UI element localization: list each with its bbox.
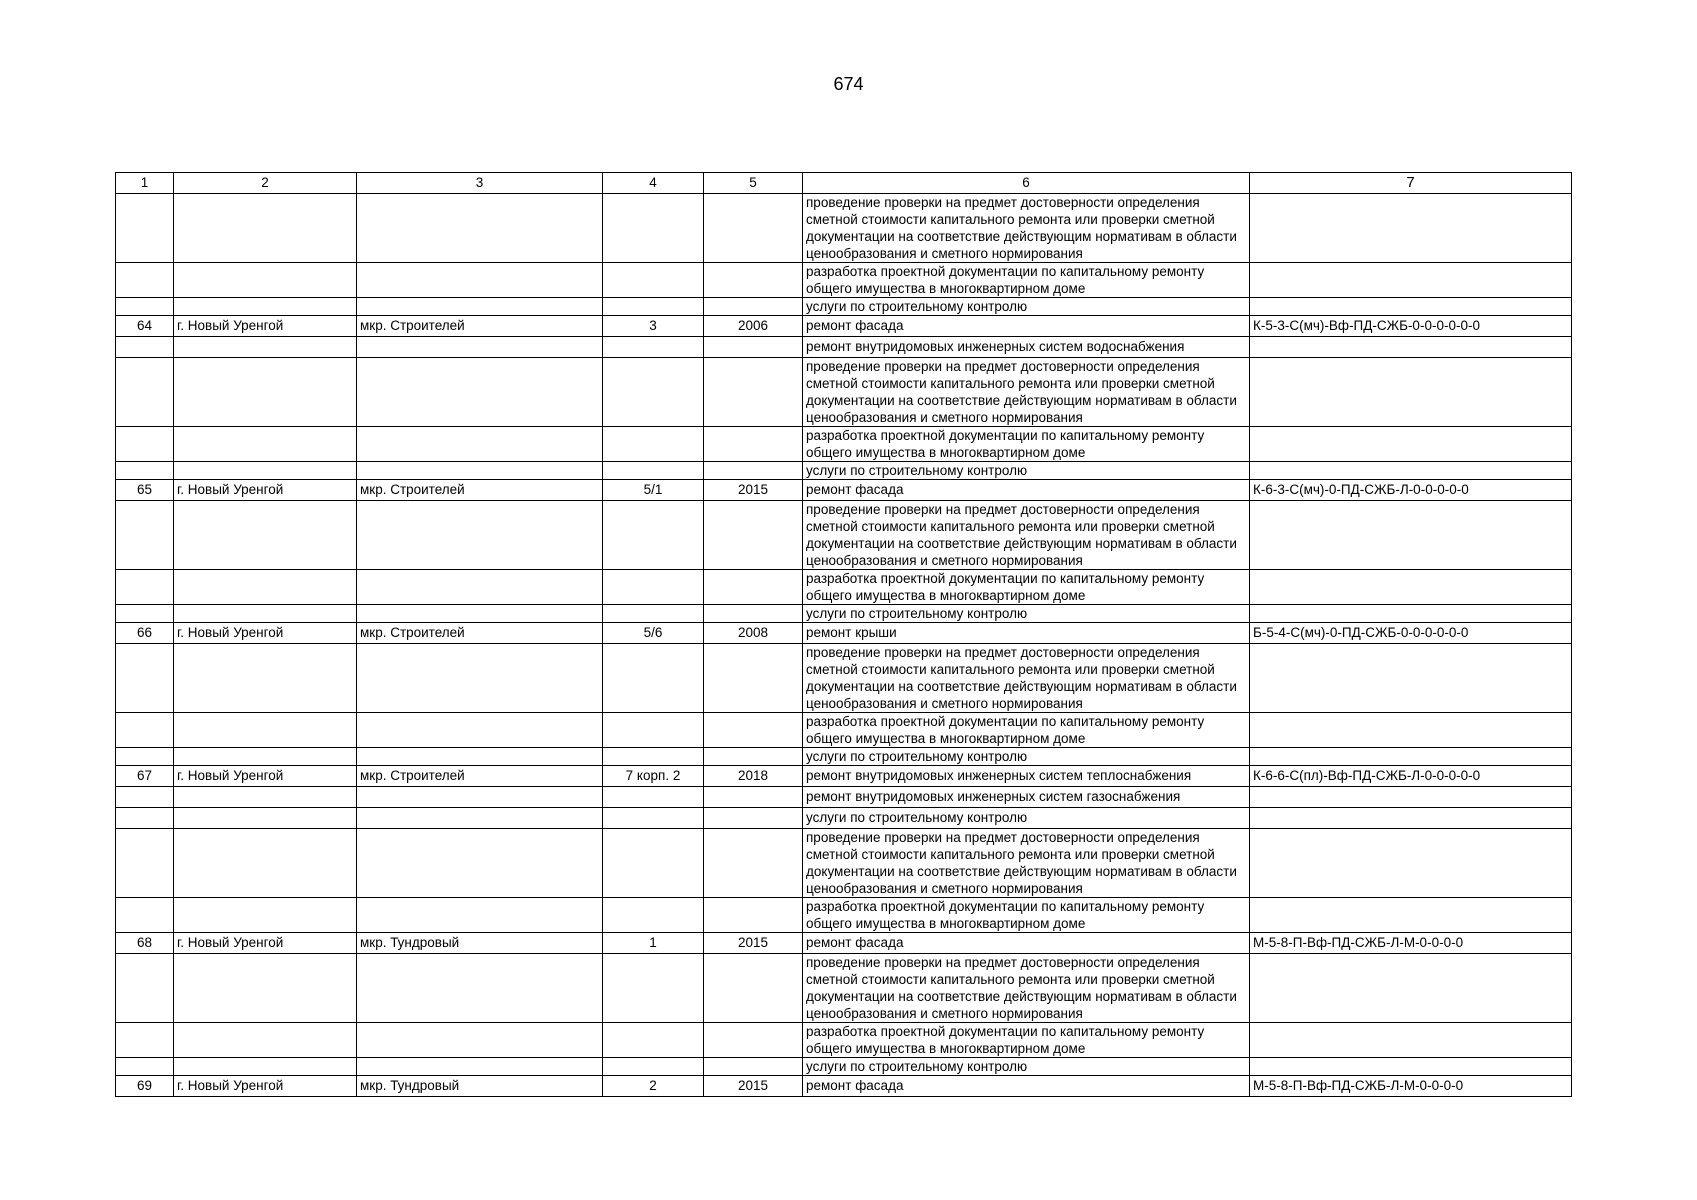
column-number-3: 3 <box>357 173 603 194</box>
district-cell <box>357 748 603 766</box>
house-number-cell <box>603 501 704 570</box>
city-cell: г. Новый Уренгой <box>174 1076 357 1097</box>
column-number-5: 5 <box>704 173 803 194</box>
year-cell <box>704 954 803 1023</box>
city-cell <box>174 954 357 1023</box>
work-type-cell: ремонт фасада <box>803 316 1250 337</box>
work-type-cell: разработка проектной документации по капитальному ремонту общего имущества в многоквартирном доме <box>803 713 1250 748</box>
item-number-cell <box>116 427 174 462</box>
city-cell: г. Новый Уренгой <box>174 623 357 644</box>
house-code-cell <box>1250 605 1572 623</box>
table-row <box>116 605 1572 623</box>
item-number-cell <box>116 644 174 713</box>
year-cell: 2008 <box>704 623 803 644</box>
item-number-cell: 65 <box>116 480 174 501</box>
column-number-7: 7 <box>1250 173 1572 194</box>
year-cell: 2015 <box>704 480 803 501</box>
city-cell <box>174 337 357 358</box>
year-cell <box>704 713 803 748</box>
work-type-cell: услуги по строительному контролю <box>803 748 1250 766</box>
house-code-cell <box>1250 787 1572 808</box>
item-number-cell <box>116 713 174 748</box>
table-row <box>116 316 1572 337</box>
house-code-cell <box>1250 713 1572 748</box>
city-cell: г. Новый Уренгой <box>174 480 357 501</box>
district-cell: мкр. Тундровый <box>357 933 603 954</box>
item-number-cell <box>116 194 174 263</box>
house-code-cell <box>1250 427 1572 462</box>
district-cell <box>357 462 603 480</box>
city-cell <box>174 298 357 316</box>
table-body <box>116 173 1572 1097</box>
city-cell <box>174 605 357 623</box>
item-number-cell <box>116 808 174 829</box>
year-cell <box>704 263 803 298</box>
item-number-cell <box>116 298 174 316</box>
work-type-cell: проведение проверки на предмет достоверности определения сметной стоимости капитального ремонта или проверки сметной документации на соответствие действующим нормативам в области ценообразования и сметного нормирования <box>803 644 1250 713</box>
year-cell <box>704 298 803 316</box>
district-cell <box>357 898 603 933</box>
item-number-cell <box>116 358 174 427</box>
city-cell <box>174 263 357 298</box>
work-type-cell: проведение проверки на предмет достоверности определения сметной стоимости капитального ремонта или проверки сметной документации на соответствие действующим нормативам в области ценообразования и сметного нормирования <box>803 194 1250 263</box>
house-number-cell: 2 <box>603 1076 704 1097</box>
year-cell <box>704 748 803 766</box>
item-number-cell <box>116 748 174 766</box>
table-row <box>116 808 1572 829</box>
year-cell <box>704 644 803 713</box>
house-number-cell <box>603 605 704 623</box>
item-number-cell <box>116 1058 174 1076</box>
house-number-cell <box>603 829 704 898</box>
work-type-cell: ремонт фасада <box>803 480 1250 501</box>
work-type-cell: ремонт крыши <box>803 623 1250 644</box>
district-cell: мкр. Строителей <box>357 766 603 787</box>
item-number-cell <box>116 263 174 298</box>
work-type-cell: ремонт фасада <box>803 1076 1250 1097</box>
city-cell <box>174 787 357 808</box>
year-cell: 2018 <box>704 766 803 787</box>
column-number-6: 6 <box>803 173 1250 194</box>
district-cell <box>357 605 603 623</box>
house-number-cell: 5/6 <box>603 623 704 644</box>
item-number-cell <box>116 954 174 1023</box>
house-number-cell <box>603 298 704 316</box>
work-type-cell: проведение проверки на предмет достоверности определения сметной стоимости капитального ремонта или проверки сметной документации на соответствие действующим нормативам в области ценообразования и сметного нормирования <box>803 358 1250 427</box>
work-type-cell: ремонт фасада <box>803 933 1250 954</box>
district-cell: мкр. Строителей <box>357 623 603 644</box>
house-code-cell <box>1250 898 1572 933</box>
table-row <box>116 713 1572 748</box>
table-row <box>116 829 1572 898</box>
district-cell <box>357 427 603 462</box>
item-number-cell <box>116 337 174 358</box>
table-row <box>116 501 1572 570</box>
table-row <box>116 337 1572 358</box>
work-type-cell: проведение проверки на предмет достоверности определения сметной стоимости капитального ремонта или проверки сметной документации на соответствие действующим нормативам в области ценообразования и сметного нормирования <box>803 501 1250 570</box>
item-number-cell <box>116 898 174 933</box>
table-row <box>116 358 1572 427</box>
year-cell <box>704 605 803 623</box>
work-type-cell: ремонт внутридомовых инженерных систем газоснабжения <box>803 787 1250 808</box>
repair-register-table <box>115 172 1572 1097</box>
work-type-cell: разработка проектной документации по капитальному ремонту общего имущества в многоквартирном доме <box>803 263 1250 298</box>
house-code-cell <box>1250 808 1572 829</box>
house-number-cell: 5/1 <box>603 480 704 501</box>
table-row <box>116 644 1572 713</box>
house-number-cell <box>603 194 704 263</box>
district-cell: мкр. Строителей <box>357 316 603 337</box>
house-code-cell <box>1250 298 1572 316</box>
district-cell <box>357 263 603 298</box>
city-cell <box>174 427 357 462</box>
work-type-cell: проведение проверки на предмет достоверности определения сметной стоимости капитального ремонта или проверки сметной документации на соответствие действующим нормативам в области ценообразования и сметного нормирования <box>803 954 1250 1023</box>
table-row <box>116 787 1572 808</box>
house-code-cell: Б-5-4-С(мч)-0-ПД-СЖБ-0-0-0-0-0-0 <box>1250 623 1572 644</box>
house-number-cell <box>603 898 704 933</box>
table-row <box>116 748 1572 766</box>
house-number-cell <box>603 570 704 605</box>
house-number-cell <box>603 427 704 462</box>
city-cell <box>174 644 357 713</box>
year-cell <box>704 337 803 358</box>
work-type-cell: разработка проектной документации по капитальному ремонту общего имущества в многоквартирном доме <box>803 570 1250 605</box>
house-number-cell <box>603 263 704 298</box>
district-cell <box>357 829 603 898</box>
year-cell <box>704 194 803 263</box>
house-code-cell <box>1250 462 1572 480</box>
column-number-1: 1 <box>116 173 174 194</box>
house-code-cell: М-5-8-П-Вф-ПД-СЖБ-Л-М-0-0-0-0 <box>1250 1076 1572 1097</box>
city-cell: г. Новый Уренгой <box>174 316 357 337</box>
house-code-cell <box>1250 1023 1572 1058</box>
work-type-cell: проведение проверки на предмет достоверности определения сметной стоимости капитального ремонта или проверки сметной документации на соответствие действующим нормативам в области ценообразования и сметного нормирования <box>803 829 1250 898</box>
district-cell <box>357 298 603 316</box>
year-cell <box>704 1023 803 1058</box>
house-number-cell <box>603 337 704 358</box>
house-number-cell <box>603 358 704 427</box>
house-code-cell <box>1250 570 1572 605</box>
work-type-cell: ремонт внутридомовых инженерных систем теплоснабжения <box>803 766 1250 787</box>
table-row <box>116 954 1572 1023</box>
table-row <box>116 1023 1572 1058</box>
house-code-cell: М-5-8-П-Вф-ПД-СЖБ-Л-М-0-0-0-0 <box>1250 933 1572 954</box>
district-cell <box>357 1058 603 1076</box>
table-row <box>116 570 1572 605</box>
work-type-cell: разработка проектной документации по капитальному ремонту общего имущества в многоквартирном доме <box>803 427 1250 462</box>
item-number-cell: 66 <box>116 623 174 644</box>
item-number-cell: 67 <box>116 766 174 787</box>
table-row <box>116 766 1572 787</box>
district-cell <box>357 570 603 605</box>
table-row <box>116 480 1572 501</box>
column-number-2: 2 <box>174 173 357 194</box>
district-cell <box>357 644 603 713</box>
house-code-cell <box>1250 1058 1572 1076</box>
house-number-cell <box>603 644 704 713</box>
item-number-cell <box>116 501 174 570</box>
year-cell <box>704 829 803 898</box>
city-cell <box>174 462 357 480</box>
year-cell: 2006 <box>704 316 803 337</box>
item-number-cell <box>116 605 174 623</box>
item-number-cell: 69 <box>116 1076 174 1097</box>
city-cell: г. Новый Уренгой <box>174 766 357 787</box>
table-row <box>116 1076 1572 1097</box>
city-cell <box>174 1023 357 1058</box>
table-row <box>116 298 1572 316</box>
work-type-cell: услуги по строительному контролю <box>803 808 1250 829</box>
city-cell <box>174 808 357 829</box>
district-cell <box>357 713 603 748</box>
year-cell <box>704 570 803 605</box>
house-code-cell: К-6-6-С(пл)-Вф-ПД-СЖБ-Л-0-0-0-0-0 <box>1250 766 1572 787</box>
house-code-cell <box>1250 829 1572 898</box>
table-row <box>116 427 1572 462</box>
page-number: 674 <box>833 74 864 94</box>
house-number-cell <box>603 748 704 766</box>
district-cell <box>357 787 603 808</box>
district-cell: мкр. Строителей <box>357 480 603 501</box>
year-cell <box>704 427 803 462</box>
house-code-cell <box>1250 748 1572 766</box>
house-number-cell <box>603 462 704 480</box>
house-number-cell: 3 <box>603 316 704 337</box>
work-type-cell: разработка проектной документации по капитальному ремонту общего имущества в многоквартирном доме <box>803 1023 1250 1058</box>
table-row <box>116 263 1572 298</box>
item-number-cell <box>116 787 174 808</box>
item-number-cell <box>116 570 174 605</box>
year-cell <box>704 462 803 480</box>
house-code-cell: К-6-3-С(мч)-0-ПД-СЖБ-Л-0-0-0-0-0 <box>1250 480 1572 501</box>
city-cell <box>174 194 357 263</box>
year-cell <box>704 358 803 427</box>
house-number-cell <box>603 787 704 808</box>
year-cell <box>704 1058 803 1076</box>
city-cell <box>174 570 357 605</box>
table-row <box>116 933 1572 954</box>
city-cell <box>174 713 357 748</box>
house-code-cell <box>1250 358 1572 427</box>
item-number-cell <box>116 1023 174 1058</box>
city-cell <box>174 358 357 427</box>
house-number-cell: 7 корп. 2 <box>603 766 704 787</box>
house-number-cell <box>603 1023 704 1058</box>
table-row <box>116 623 1572 644</box>
item-number-cell <box>116 462 174 480</box>
city-cell <box>174 1058 357 1076</box>
table-row <box>116 1058 1572 1076</box>
district-cell <box>357 194 603 263</box>
item-number-cell: 64 <box>116 316 174 337</box>
district-cell <box>357 954 603 1023</box>
house-code-cell <box>1250 337 1572 358</box>
house-number-cell <box>603 1058 704 1076</box>
city-cell <box>174 501 357 570</box>
house-code-cell <box>1250 263 1572 298</box>
work-type-cell: услуги по строительному контролю <box>803 298 1250 316</box>
year-cell: 2015 <box>704 933 803 954</box>
house-code-cell: К-5-3-С(мч)-Вф-ПД-СЖБ-0-0-0-0-0-0 <box>1250 316 1572 337</box>
item-number-cell: 68 <box>116 933 174 954</box>
house-code-cell <box>1250 194 1572 263</box>
house-number-cell <box>603 713 704 748</box>
year-cell <box>704 808 803 829</box>
work-type-cell: услуги по строительному контролю <box>803 462 1250 480</box>
year-cell <box>704 501 803 570</box>
item-number-cell <box>116 829 174 898</box>
city-cell <box>174 829 357 898</box>
work-type-cell: ремонт внутридомовых инженерных систем водоснабжения <box>803 337 1250 358</box>
work-type-cell: услуги по строительному контролю <box>803 1058 1250 1076</box>
district-cell <box>357 337 603 358</box>
column-number-4: 4 <box>603 173 704 194</box>
house-number-cell: 1 <box>603 933 704 954</box>
year-cell <box>704 787 803 808</box>
year-cell: 2015 <box>704 1076 803 1097</box>
work-type-cell: услуги по строительному контролю <box>803 605 1250 623</box>
house-code-cell <box>1250 644 1572 713</box>
house-number-cell <box>603 808 704 829</box>
table-row <box>116 462 1572 480</box>
year-cell <box>704 898 803 933</box>
house-code-cell <box>1250 501 1572 570</box>
city-cell: г. Новый Уренгой <box>174 933 357 954</box>
table-row <box>116 194 1572 263</box>
district-cell <box>357 501 603 570</box>
header-row <box>116 173 1572 194</box>
house-number-cell <box>603 954 704 1023</box>
district-cell <box>357 358 603 427</box>
table-row <box>116 898 1572 933</box>
house-code-cell <box>1250 954 1572 1023</box>
work-type-cell: разработка проектной документации по капитальному ремонту общего имущества в многоквартирном доме <box>803 898 1250 933</box>
district-cell: мкр. Тундровый <box>357 1076 603 1097</box>
city-cell <box>174 898 357 933</box>
city-cell <box>174 748 357 766</box>
district-cell <box>357 808 603 829</box>
district-cell <box>357 1023 603 1058</box>
